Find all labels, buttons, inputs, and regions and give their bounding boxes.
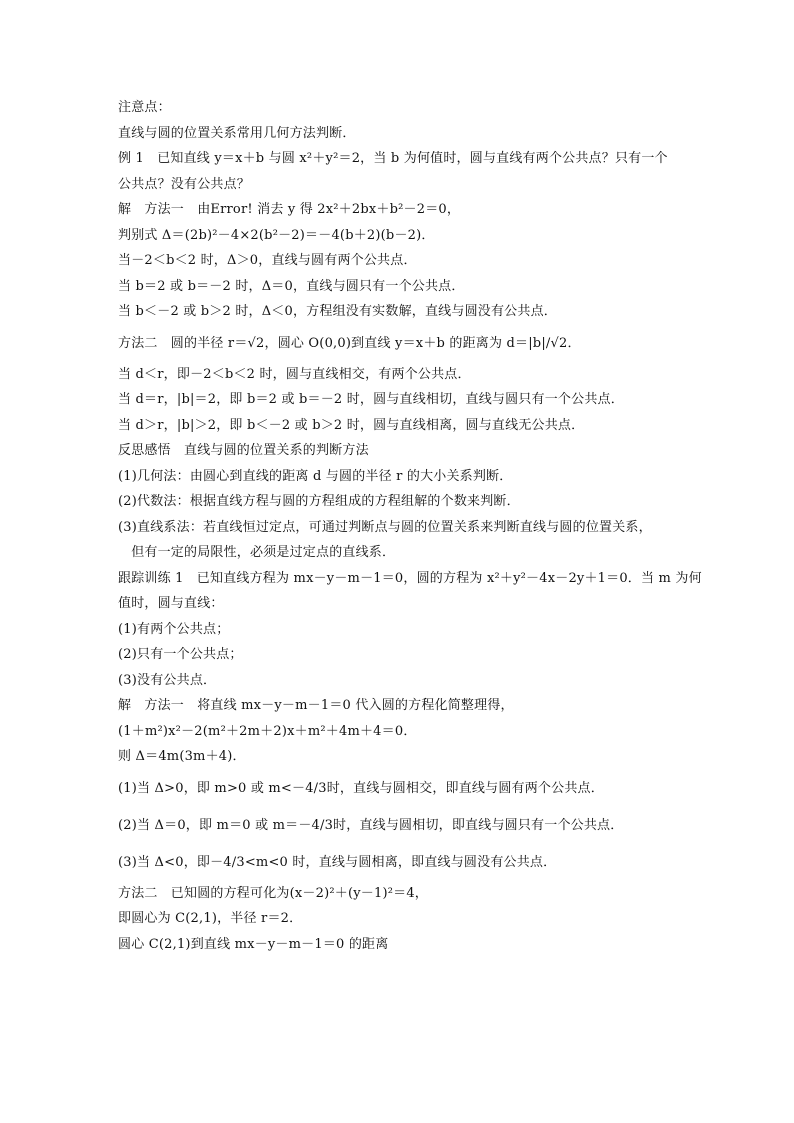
- text-line-line-system: (3)直线系法：若直线恒过定点，可通过判断点与圆的位置关系来判断直线与圆的位置关系，: [118, 519, 652, 535]
- text-line-part1: (1)有两个公共点；: [118, 621, 230, 637]
- text-line-method2: 方法二 圆的半径 r＝√2，圆心 O(0,0)到直线 y＝x＋b 的距离为 d＝|b|/√2．: [118, 335, 581, 351]
- text-line-exercise1-q2: 值时，圆与直线：: [118, 596, 224, 611]
- text-line-part2: (2)只有一个公共点；: [118, 647, 243, 662]
- text-line-sol2-method1: 解 方法一 将直线 mx－y－m－1＝0 代入圆的方程化简整理得，: [118, 698, 514, 713]
- text-line-case2: 当 b＝2 或 b＝－2 时，Δ＝0，直线与圆只有一个公共点．: [118, 278, 465, 294]
- text-line-exercise1-q1: 跟踪训练 1 已知直线方程为 mx－y－m－1＝0，圆的方程为 x²＋y²－4x－2y＋1＝0．当 m 为何: [118, 570, 702, 586]
- text-line-delta: 则 Δ＝4m(3m＋4)．: [118, 749, 246, 764]
- document-page: [118, 95, 702, 957]
- text-line-sol2-case2: (2)当 Δ＝0，即 m＝0 或 m＝－4/3时，直线与圆相切，即直线与圆只有一个公共点．: [118, 817, 624, 833]
- text-line-geometric: (1)几何法：由圆心到直线的距离 d 与圆的半径 r 的大小关系判断．: [118, 468, 513, 484]
- text-line-sol2-case3: (3)当 Δ<0，即－4/3<m<0 时，直线与圆相离，即直线与圆没有公共点．: [118, 854, 557, 870]
- text-line-reflection-heading: 反思感悟 直线与圆的位置关系的判断方法: [118, 443, 369, 458]
- text-line-example1-q2: 公共点？没有公共点？: [118, 176, 251, 192]
- text-line-distance: 圆心 C(2,1)到直线 mx－y－m－1＝0 的距离: [118, 936, 389, 952]
- text-line-sol2-case1: (1)当 Δ>0，即 m>0 或 m<－4/3时，直线与圆相交，即直线与圆有两个公共点．: [118, 780, 604, 796]
- text-line-center-radius: 即圆心为 C(2,1)，半径 r＝2．: [118, 911, 303, 926]
- text-line-m2-case1: 当 d＜r，即－2＜b＜2 时，圆与直线相交，有两个公共点．: [118, 366, 471, 382]
- text-line-m2-case2: 当 d＝r，|b|＝2，即 b＝2 或 b＝－2 时，圆与直线相切，直线与圆只有一个公共点．: [118, 392, 624, 407]
- text-line-discriminant: 判别式 Δ＝(2b)²－4×2(b²－2)＝－4(b＋2)(b－2)．: [118, 227, 435, 243]
- text-line-solution-method1: 解 方法一 由Error! 消去 y 得 2x²＋2bx＋b²－2＝0，: [118, 202, 461, 217]
- text-line-example1-q1: 例 1 已知直线 y＝x＋b 与圆 x²＋y²＝2，当 b 为何值时，圆与直线有两个公共点？只有一个: [118, 151, 668, 166]
- text-line-case3: 当 b＜－2 或 b＞2 时，Δ＜0，方程组没有实数解，直线与圆没有公共点．: [118, 304, 557, 319]
- text-line-quadratic: (1＋m²)x²－2(m²＋2m＋2)x＋m²＋4m＋4＝0．: [118, 723, 417, 739]
- text-line-sol2-method2: 方法二 已知圆的方程可化为(x－2)²＋(y－1)²＝4，: [118, 885, 428, 901]
- text-line-line-system-cont: 但有一定的局限性，必须是过定点的直线系．: [118, 545, 396, 560]
- text-line-m2-case3: 当 d＞r，|b|＞2，即 b＜－2 或 b＞2 时，圆与直线相离，圆与直线无公共点．: [118, 417, 585, 433]
- text-line-algebraic: (2)代数法：根据直线方程与圆的方程组成的方程组解的个数来判断．: [118, 494, 520, 509]
- text-line-note-heading: 注意点：: [118, 100, 171, 115]
- text-line-note: 直线与圆的位置关系常用几何方法判断．: [118, 125, 356, 141]
- text-line-part3: (3)没有公共点．: [118, 672, 217, 688]
- text-line-case1: 当－2＜b＜2 时，Δ＞0，直线与圆有两个公共点．: [118, 253, 417, 268]
